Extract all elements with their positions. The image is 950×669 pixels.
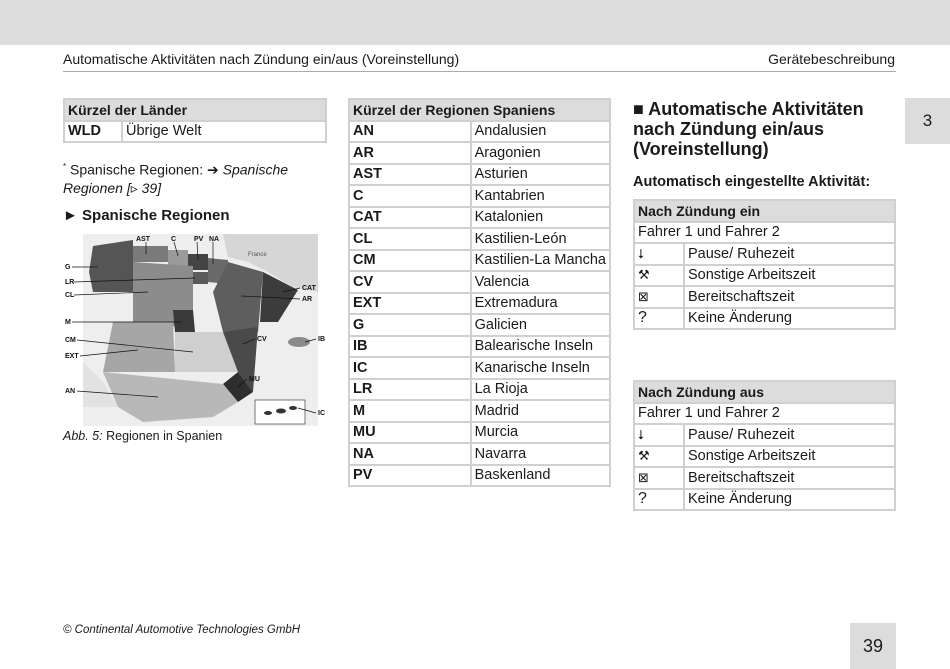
region-name: Kanarische Inseln [471,357,610,379]
spain-table-header: Kürzel der Regionen Spaniens [349,99,610,121]
map-label: IC [318,410,325,417]
table-row [349,400,610,422]
region-balearic [288,337,310,347]
region-asturias [133,246,168,262]
region-name: Andalusien [471,121,610,143]
map-label: C [171,236,177,243]
region-code: CV [349,271,471,293]
availability-icon: ⊠ [638,469,649,485]
region-name: Baskenland [471,465,610,487]
region-code: M [349,400,471,422]
header-divider [63,71,896,72]
map-label: G [65,264,71,271]
region-name: Aragonien [471,142,610,164]
region-name: Kantabrien [471,185,610,207]
arrow-icon: ➔ [207,161,219,178]
map-label: M [65,319,71,326]
top-band [0,0,950,45]
activity-label: Bereitschaftszeit [684,286,895,308]
region-code: AN [349,121,471,143]
table-row [634,308,895,330]
table-row [349,228,610,250]
page-number: 39 [850,623,896,669]
region-code: LR [349,379,471,401]
section-title: ■ Automatische Aktivitäten nach Zündung ein/aus (Voreinstellung) [633,99,864,159]
table-row [634,243,895,265]
region-canary [264,411,272,415]
region-name: Madrid [471,400,610,422]
footnote-page-ref: 39] [137,179,162,196]
region-extremadura [103,322,175,372]
table-row [349,185,610,207]
region-name: Murcia [471,422,610,444]
footnote-text: Spanische Regionen: [70,161,208,178]
figure-caption: Abb. 5: Regionen in Spanien [63,429,223,443]
rest-icon: ⭣ [638,426,645,442]
page-ref-icon: ▹ [130,179,138,196]
map-label: CAT [302,285,316,292]
availability-icon: ⊠ [638,288,649,304]
activity-label: Keine Änderung [684,489,895,511]
region-name: Kastilien-La Mancha [471,250,610,272]
region-code: C [349,185,471,207]
table-row [634,424,895,446]
ignition-on-header: Nach Zündung ein [634,200,895,222]
map-label: AN [65,388,76,395]
map-label: NA [209,236,220,243]
table-row [634,265,895,287]
activity-label: Pause/ Ruhezeit [684,424,895,446]
region-name: Balearische Inseln [471,336,610,358]
region-name: Kastilien-León [471,228,610,250]
countries-table [63,98,327,143]
table-row [349,357,610,379]
rest-icon: ⭣ [638,245,645,261]
countries-table-header: Kürzel der Länder [64,99,326,121]
table-row [349,443,610,465]
map-label: MU [249,376,260,383]
table-row [349,164,610,186]
work-icon: ⚒ [638,267,650,283]
table-row [349,293,610,315]
drivers-label: Fahrer 1 und Fahrer 2 [634,403,895,425]
map-label: CM [65,337,76,344]
region-code: PV [349,465,471,487]
france-label: France [248,252,267,258]
ignition-on-table [633,199,896,330]
region-code: CAT [349,207,471,229]
activity-label: Keine Änderung [684,308,895,330]
running-header-section: Gerätebeschreibung [768,51,895,67]
table-row [634,489,895,511]
spain-regions-table [348,98,611,487]
region-code: IB [349,336,471,358]
footnote-marker: * [63,162,67,171]
region-code: MU [349,422,471,444]
ignition-off-table [633,380,896,511]
country-name: Übrige Welt [122,121,326,143]
country-code: WLD [64,121,122,143]
copyright: © Continental Automotive Technologies GmbH [63,624,301,636]
table-row [349,336,610,358]
region-code: EXT [349,293,471,315]
region-name: Navarra [471,443,610,465]
region-name: Katalonien [471,207,610,229]
table-row [349,379,610,401]
table-row [634,446,895,468]
table-row [634,467,895,489]
region-cantabria [168,250,188,266]
region-name: Asturien [471,164,610,186]
map-label: EXT [65,353,79,360]
region-name: Extremadura [471,293,610,315]
table-row [349,465,610,487]
table-row [349,121,610,143]
activity-label: Sonstige Arbeitszeit [684,265,895,287]
region-name: Galicien [471,314,610,336]
table-row [349,207,610,229]
map-label: AR [302,296,313,303]
regions-section-heading: ► Spanische Regionen [63,207,230,224]
map-label: PV [194,236,204,243]
map-label: CV [257,336,267,343]
work-icon: ⚒ [638,448,650,464]
region-name: Valencia [471,271,610,293]
chapter-tab: 3 [905,98,950,144]
table-row [64,121,326,143]
table-row [349,250,610,272]
triangle-icon: ► [63,207,78,224]
table-row [634,286,895,308]
table-row [349,422,610,444]
region-code: G [349,314,471,336]
square-icon: ■ [633,99,644,119]
table-row [349,142,610,164]
footnote-link[interactable]: Spanische Regionen [ [63,161,289,196]
activity-label: Pause/ Ruhezeit [684,243,895,265]
question-icon: ? [638,490,647,508]
ignition-off-header: Nach Zündung aus [634,381,895,403]
region-code: IC [349,357,471,379]
map-label: IB [318,336,325,343]
footnote [63,158,328,197]
spain-regions-map [63,232,328,428]
table-row [349,271,610,293]
running-header-title: Automatische Aktivitäten nach Zündung ein/aus (Voreinstellung) [63,51,460,67]
region-code: NA [349,443,471,465]
table-row [349,314,610,336]
region-code: CL [349,228,471,250]
region-code: CM [349,250,471,272]
map-label: AST [136,236,150,243]
section-subtitle: Automatisch eingestellte Aktivität: [633,174,871,190]
activity-label: Bereitschaftszeit [684,467,895,489]
activity-label: Sonstige Arbeitszeit [684,446,895,468]
region-madrid [173,310,195,332]
region-name: La Rioja [471,379,610,401]
drivers-label: Fahrer 1 und Fahrer 2 [634,222,895,244]
region-code: AST [349,164,471,186]
region-galicia [89,240,133,292]
question-icon: ? [638,309,647,327]
map-label: LR [65,279,75,286]
map-label: CL [65,292,75,299]
region-code: AR [349,142,471,164]
region-la-rioja [193,272,208,284]
